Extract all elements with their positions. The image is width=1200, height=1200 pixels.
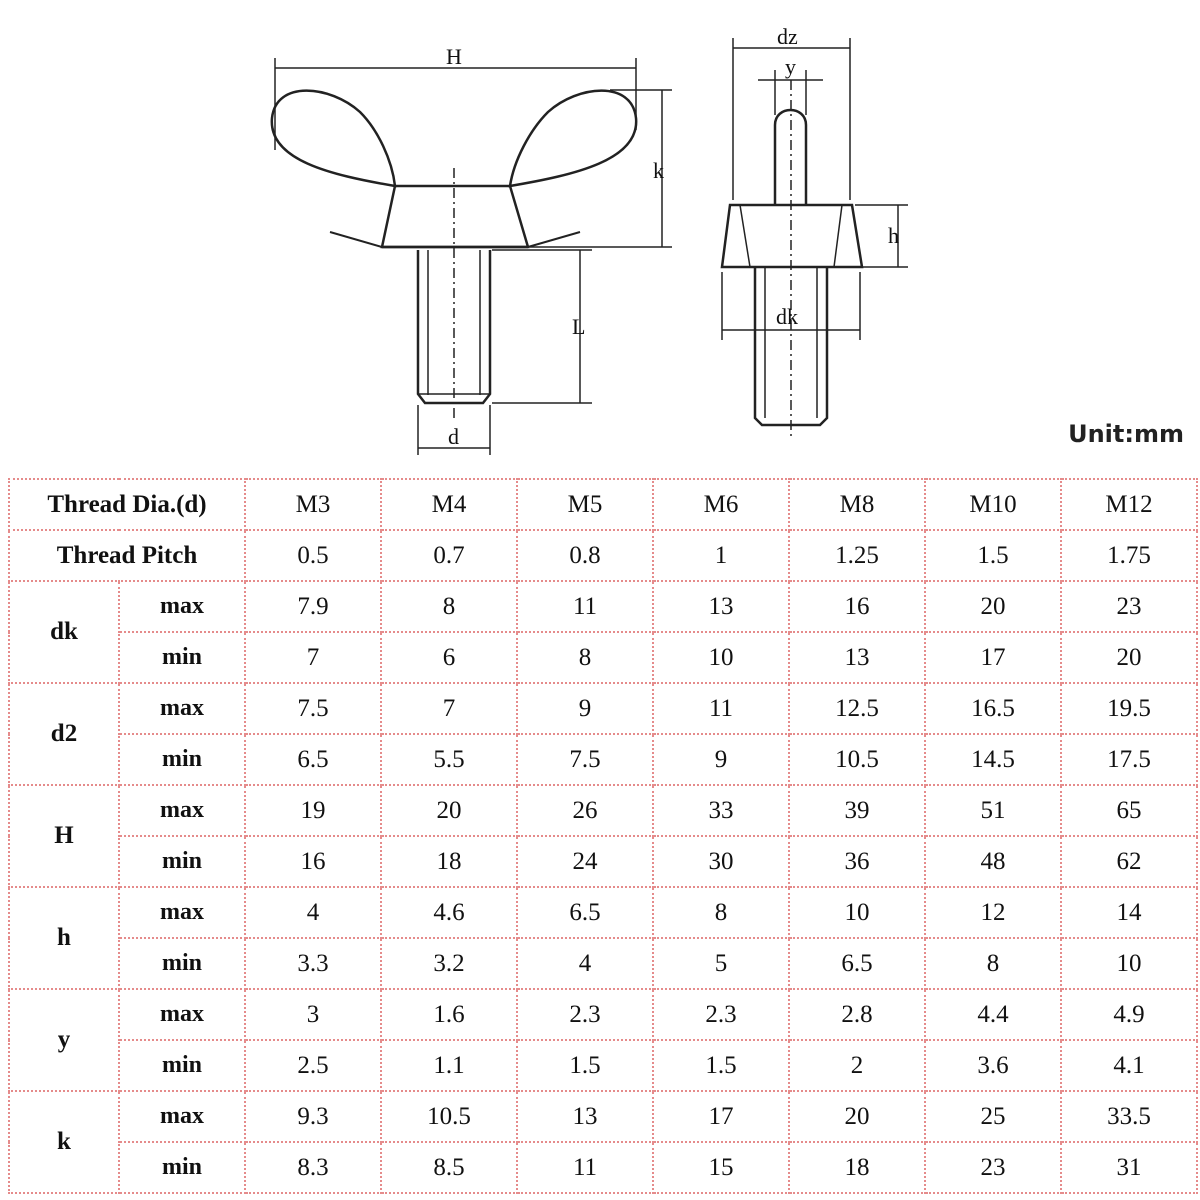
value-cell: 6.5 <box>245 734 381 785</box>
dim-label-y: y <box>785 54 796 79</box>
value-cell: 4 <box>245 887 381 938</box>
min-label: min <box>119 938 245 989</box>
dim-label-d: d <box>448 424 459 449</box>
thread-pitch-label: Thread Pitch <box>9 530 245 581</box>
max-label: max <box>119 887 245 938</box>
value-cell: 13 <box>517 1091 653 1142</box>
min-label: min <box>119 1142 245 1193</box>
value-cell: 6.5 <box>517 887 653 938</box>
value-cell: 62 <box>1061 836 1197 887</box>
value-cell: 9 <box>517 683 653 734</box>
pitch-cell: 0.7 <box>381 530 517 581</box>
value-cell: 33.5 <box>1061 1091 1197 1142</box>
value-cell: 4.1 <box>1061 1040 1197 1091</box>
right-wing <box>510 91 636 186</box>
value-cell: 18 <box>381 836 517 887</box>
value-cell: 20 <box>925 581 1061 632</box>
value-cell: 19.5 <box>1061 683 1197 734</box>
value-cell: 6 <box>381 632 517 683</box>
value-cell: 16 <box>245 836 381 887</box>
value-cell: 10 <box>1061 938 1197 989</box>
param-row-min <box>9 836 1197 887</box>
value-cell: 11 <box>653 683 789 734</box>
param-row-max <box>9 989 1197 1040</box>
value-cell: 3.2 <box>381 938 517 989</box>
max-label: max <box>119 1091 245 1142</box>
param-row-max <box>9 785 1197 836</box>
header-row <box>9 479 1197 530</box>
value-cell: 4 <box>517 938 653 989</box>
value-cell: 1.1 <box>381 1040 517 1091</box>
value-cell: 30 <box>653 836 789 887</box>
value-cell: 6.5 <box>789 938 925 989</box>
value-cell: 5.5 <box>381 734 517 785</box>
param-row-max <box>9 1091 1197 1142</box>
param-name: h <box>9 887 119 989</box>
value-cell: 7 <box>381 683 517 734</box>
dim-label-H: H <box>446 44 462 69</box>
left-wing <box>272 91 395 186</box>
value-cell: 4.4 <box>925 989 1061 1040</box>
value-cell: 8 <box>653 887 789 938</box>
thread-dia-label: Thread Dia.(d) <box>9 479 245 530</box>
value-cell: 14.5 <box>925 734 1061 785</box>
size-header: M4 <box>381 479 517 530</box>
value-cell: 1.5 <box>653 1040 789 1091</box>
param-row-max <box>9 683 1197 734</box>
value-cell: 5 <box>653 938 789 989</box>
unit-label: Unit:mm <box>1068 420 1184 448</box>
value-cell: 8 <box>381 581 517 632</box>
max-label: max <box>119 785 245 836</box>
param-name: y <box>9 989 119 1091</box>
dim-label-L: L <box>572 314 586 339</box>
pitch-cell: 0.5 <box>245 530 381 581</box>
value-cell: 10 <box>789 887 925 938</box>
value-cell: 7 <box>245 632 381 683</box>
value-cell: 7.5 <box>245 683 381 734</box>
value-cell: 16.5 <box>925 683 1061 734</box>
param-row-max <box>9 581 1197 632</box>
param-name: k <box>9 1091 119 1193</box>
param-name: dk <box>9 581 119 683</box>
max-label: max <box>119 683 245 734</box>
max-label: max <box>119 581 245 632</box>
value-cell: 31 <box>1061 1142 1197 1193</box>
pitch-cell: 1.75 <box>1061 530 1197 581</box>
value-cell: 36 <box>789 836 925 887</box>
spec-table <box>8 478 1198 1194</box>
value-cell: 39 <box>789 785 925 836</box>
value-cell: 17.5 <box>1061 734 1197 785</box>
value-cell: 8 <box>925 938 1061 989</box>
param-row-max <box>9 887 1197 938</box>
value-cell: 1.6 <box>381 989 517 1040</box>
value-cell: 2.3 <box>517 989 653 1040</box>
value-cell: 33 <box>653 785 789 836</box>
value-cell: 51 <box>925 785 1061 836</box>
pitch-cell: 1.25 <box>789 530 925 581</box>
value-cell: 2.5 <box>245 1040 381 1091</box>
pitch-cell: 0.8 <box>517 530 653 581</box>
value-cell: 25 <box>925 1091 1061 1142</box>
wing-screw-drawing <box>0 0 1200 470</box>
min-label: min <box>119 632 245 683</box>
value-cell: 9 <box>653 734 789 785</box>
value-cell: 23 <box>925 1142 1061 1193</box>
value-cell: 26 <box>517 785 653 836</box>
value-cell: 11 <box>517 1142 653 1193</box>
value-cell: 24 <box>517 836 653 887</box>
value-cell: 12 <box>925 887 1061 938</box>
param-row-min <box>9 734 1197 785</box>
value-cell: 8 <box>517 632 653 683</box>
param-row-min <box>9 1142 1197 1193</box>
size-header: M8 <box>789 479 925 530</box>
min-label: min <box>119 1040 245 1091</box>
min-label: min <box>119 836 245 887</box>
pitch-cell: 1 <box>653 530 789 581</box>
value-cell: 11 <box>517 581 653 632</box>
pitch-row <box>9 530 1197 581</box>
value-cell: 23 <box>1061 581 1197 632</box>
value-cell: 2.3 <box>653 989 789 1040</box>
value-cell: 2.8 <box>789 989 925 1040</box>
param-name: H <box>9 785 119 887</box>
value-cell: 13 <box>653 581 789 632</box>
value-cell: 17 <box>653 1091 789 1142</box>
dim-label-k: k <box>653 158 664 183</box>
value-cell: 65 <box>1061 785 1197 836</box>
value-cell: 1.5 <box>517 1040 653 1091</box>
value-cell: 10 <box>653 632 789 683</box>
value-cell: 12.5 <box>789 683 925 734</box>
value-cell: 18 <box>789 1142 925 1193</box>
value-cell: 7.5 <box>517 734 653 785</box>
value-cell: 3.3 <box>245 938 381 989</box>
dim-label-h: h <box>888 223 899 248</box>
value-cell: 9.3 <box>245 1091 381 1142</box>
value-cell: 20 <box>789 1091 925 1142</box>
value-cell: 14 <box>1061 887 1197 938</box>
param-row-min <box>9 938 1197 989</box>
max-label: max <box>119 989 245 1040</box>
value-cell: 48 <box>925 836 1061 887</box>
param-name: d2 <box>9 683 119 785</box>
param-row-min <box>9 632 1197 683</box>
value-cell: 3.6 <box>925 1040 1061 1091</box>
value-cell: 16 <box>789 581 925 632</box>
value-cell: 20 <box>1061 632 1197 683</box>
value-cell: 10.5 <box>789 734 925 785</box>
value-cell: 4.9 <box>1061 989 1197 1040</box>
size-header: M3 <box>245 479 381 530</box>
param-row-min <box>9 1040 1197 1091</box>
value-cell: 2 <box>789 1040 925 1091</box>
value-cell: 4.6 <box>381 887 517 938</box>
value-cell: 15 <box>653 1142 789 1193</box>
value-cell: 17 <box>925 632 1061 683</box>
wing-head <box>382 186 528 247</box>
value-cell: 7.9 <box>245 581 381 632</box>
value-cell: 8.5 <box>381 1142 517 1193</box>
min-label: min <box>119 734 245 785</box>
dim-label-d2: dz <box>777 24 798 49</box>
value-cell: 10.5 <box>381 1091 517 1142</box>
size-header: M6 <box>653 479 789 530</box>
value-cell: 8.3 <box>245 1142 381 1193</box>
value-cell: 13 <box>789 632 925 683</box>
value-cell: 3 <box>245 989 381 1040</box>
size-header: M5 <box>517 479 653 530</box>
size-header: M12 <box>1061 479 1197 530</box>
dim-label-dk: dk <box>776 304 798 329</box>
size-header: M10 <box>925 479 1061 530</box>
pitch-cell: 1.5 <box>925 530 1061 581</box>
value-cell: 19 <box>245 785 381 836</box>
value-cell: 20 <box>381 785 517 836</box>
